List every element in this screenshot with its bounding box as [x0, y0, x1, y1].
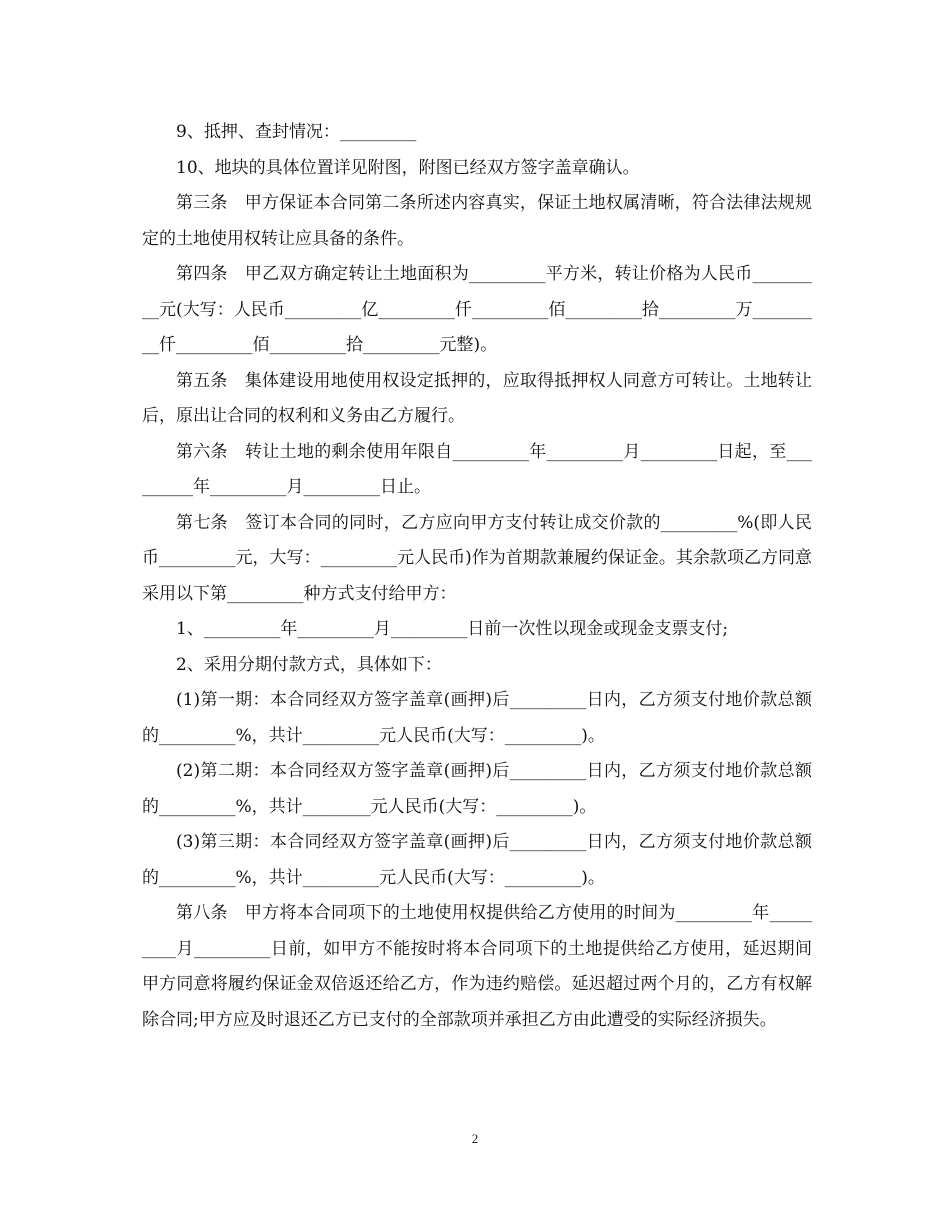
article-3: 第三条 甲方保证本合同第二条所述内容真实，保证土地权属清晰，符合法律法规规定的土地使用权转让应具备的条件。 [142, 193, 812, 249]
installment-2: (2)第二期：本合同经双方签字盖章(画押)后_________日内，乙方须支付地价款总额的_________%，共计________元人民币(大写：_________)。 [142, 761, 812, 817]
article-6: 第六条 转让土地的剩余使用年限自_________年_________月_________日起，至_________年_________月_________日止。 [142, 441, 812, 497]
clause-10-location: 10、地块的具体位置详见附图，附图已经双方签字盖章确认。 [176, 157, 640, 178]
article-5: 第五条 集体建设用地使用权设定抵押的，应取得抵押权人同意方可转让。土地转让后，原出让合同的权利和义务由乙方履行。 [142, 370, 812, 426]
payment-option-2: 2、采用分期付款方式，具体如下： [176, 654, 442, 675]
clause-9-mortgage: 9、抵押、查封情况：_________ [176, 122, 417, 142]
installment-3: (3)第三期：本合同经双方签字盖章(画押)后_________日内，乙方须支付地价款总额的_________%，共计_________元人民币(大写：_________)。 [142, 832, 812, 888]
article-4: 第四条 甲乙双方确定转让土地面积为_________平方米，转让价格为人民币_________元(大写：人民币_________亿_________仟_________佰_________拾_________万_________仟_________佰_________拾_________元整)。 [142, 264, 812, 355]
article-7: 第七条 签订本合同的同时，乙方应向甲方支付转让成交价款的_________%(即人民币_________元，大写：_________元人民币)作为首期款兼履约保证金。其余款项乙方同意采用以下第_________种方式支付给甲方： [142, 512, 812, 604]
payment-option-1: 1、_________年_________月_________日前一次性以现金或现金支票支付; [176, 619, 729, 639]
installment-1: (1)第一期：本合同经双方签字盖章(画押)后_________日内，乙方须支付地价款总额的_________%，共计_________元人民币(大写：_________)。 [142, 690, 812, 746]
contract-body [142, 115, 812, 1038]
article-8: 第八条 甲方将本合同项下的土地使用权提供给乙方使用的时间为_________年_________月_________日前，如甲方不能按时将本合同项下的土地提供给乙方使用，延迟期间甲方同意将履约保证金双倍返还给乙方，作为违约赔偿。延迟超过两个月的，乙方有权解除合同;甲方应及时退还乙方已支付的全部款项并承担乙方由此遭受的实际经济损失。 [142, 903, 812, 1030]
page-number: 2 [471, 1131, 479, 1146]
